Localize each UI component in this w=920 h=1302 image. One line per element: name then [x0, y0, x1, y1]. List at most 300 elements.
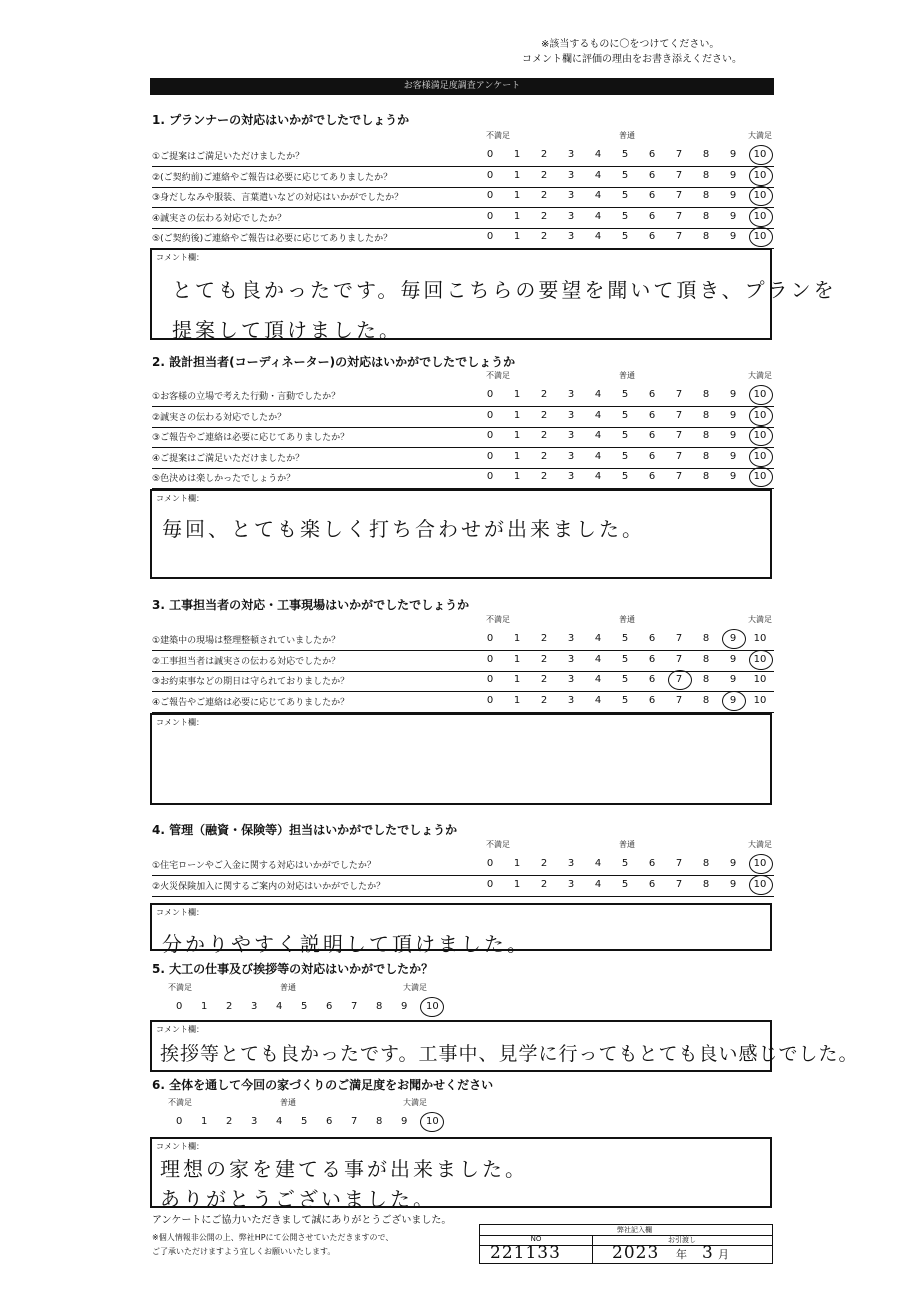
question-label: ②誠実さの伝わる対応でしたか？ [152, 412, 287, 423]
rating-option-1[interactable]: 1 [513, 858, 521, 869]
comment-label: コメント欄： [156, 718, 204, 727]
rating-option-10[interactable]: 10 [753, 210, 767, 222]
rating-option-1[interactable]: 1 [513, 210, 521, 222]
rating-option-8[interactable]: 8 [702, 633, 710, 644]
rating-option-3[interactable]: 3 [567, 878, 575, 890]
rating-option-4[interactable]: 4 [594, 409, 602, 421]
rating-option-6[interactable]: 6 [648, 389, 656, 400]
scale-mid-label: 普通 [280, 1098, 296, 1107]
rating-option-3[interactable]: 3 [567, 858, 575, 869]
rating-option-1[interactable]: 1 [513, 409, 521, 421]
rating-option-3[interactable]: 3 [567, 633, 575, 644]
question-row [152, 671, 774, 692]
selected-rating-circle [749, 145, 773, 165]
comment-label: コメント欄： [156, 494, 204, 503]
rating-option-2[interactable]: 2 [540, 674, 548, 685]
rating-option-5[interactable]: 5 [621, 430, 629, 441]
rating-option-4[interactable]: 4 [594, 694, 602, 706]
rating-option-10[interactable]: 10 [753, 430, 767, 441]
rating-option-4[interactable]: 4 [594, 633, 602, 644]
scale-low-label: 不満足 [486, 615, 510, 624]
rating-option-2[interactable]: 2 [540, 653, 548, 665]
rating-option-5[interactable]: 5 [621, 674, 629, 685]
rating-option-3[interactable]: 3 [567, 694, 575, 706]
rating-option-2[interactable]: 2 [540, 878, 548, 890]
rating-option-1[interactable]: 1 [513, 450, 521, 462]
handwritten-comment: 毎回、とても楽しく打ち合わせが出来ました。 [162, 517, 645, 541]
question-row [152, 187, 774, 208]
question-row [152, 427, 774, 448]
rating-option-5[interactable]: 5 [621, 633, 629, 644]
question-label: ⑤(ご契約後)ご連絡やご報告は必要に応じてありましたか？ [152, 234, 393, 244]
rating-option-8[interactable]: 8 [376, 1001, 383, 1012]
rating-option-10[interactable]: 10 [426, 1116, 439, 1127]
rating-option-6[interactable]: 6 [648, 633, 656, 644]
rating-option-7[interactable]: 7 [675, 674, 683, 685]
question-row [152, 692, 774, 713]
rating-option-8[interactable]: 8 [702, 450, 710, 462]
rating-option-7[interactable]: 7 [675, 231, 683, 242]
question-row [152, 630, 774, 651]
rating-option-9[interactable]: 9 [729, 149, 737, 160]
rating-option-5[interactable]: 5 [621, 231, 629, 242]
handover-year: 2023 [612, 1243, 660, 1263]
no-label: NO [480, 1235, 593, 1246]
rating-option-10[interactable]: 10 [753, 653, 767, 665]
section-title: 2. 設計担当者(コーディネーター)の対応はいかがでしたでしょうか [152, 355, 516, 369]
question-label: ④ご提案はご満足いただけましたか？ [152, 453, 305, 464]
question-row [152, 407, 774, 428]
rating-option-3[interactable]: 3 [567, 430, 575, 441]
selected-rating-circle [420, 1112, 444, 1132]
rating-option-0[interactable]: 0 [486, 858, 494, 869]
rating-option-6[interactable]: 6 [326, 1116, 333, 1127]
scale-low-label: 不満足 [486, 371, 510, 380]
selected-rating-circle [749, 227, 773, 247]
scale-mid-label: 普通 [619, 131, 635, 140]
handwritten-comment: 分かりやすく説明して頂けました。 [162, 932, 530, 956]
rating-option-7[interactable]: 7 [675, 169, 683, 181]
question-label: ④ご報告やご連絡は必要に応じてありましたか？ [152, 697, 350, 708]
rating-option-6[interactable]: 6 [648, 169, 656, 181]
rating-option-2[interactable]: 2 [540, 389, 548, 400]
rating-option-4[interactable]: 4 [594, 450, 602, 462]
rating-option-0[interactable]: 0 [486, 210, 494, 222]
rating-option-10[interactable]: 10 [753, 149, 767, 160]
rating-option-2[interactable]: 2 [540, 190, 548, 201]
rating-option-4[interactable]: 4 [594, 674, 602, 685]
question-row [152, 228, 774, 249]
rating-option-6[interactable]: 6 [648, 149, 656, 160]
rating-option-4[interactable]: 4 [594, 653, 602, 665]
rating-option-3[interactable]: 3 [251, 1001, 258, 1012]
rating-option-3[interactable]: 3 [567, 450, 575, 462]
rating-option-1[interactable]: 1 [513, 878, 521, 890]
selected-rating-circle [749, 447, 773, 467]
rating-option-1[interactable]: 1 [513, 169, 521, 181]
rating-option-4[interactable]: 4 [594, 878, 602, 890]
question-label: ③身だしなみや服装、言葉遣いなどの対応はいかがでしたか？ [152, 193, 404, 203]
rating-option-3[interactable]: 3 [567, 149, 575, 160]
rating-option-6[interactable]: 6 [326, 1001, 333, 1012]
rating-option-6[interactable]: 6 [648, 231, 656, 242]
rating-option-9[interactable]: 9 [401, 1001, 408, 1012]
rating-option-8[interactable]: 8 [702, 149, 710, 160]
handwritten-comment: 理想の家を建てる事が出来ました。 [160, 1157, 528, 1181]
rating-option-4[interactable]: 4 [594, 231, 602, 242]
handover-month: 3 [702, 1243, 716, 1263]
rating-option-6[interactable]: 6 [648, 430, 656, 441]
instruction-line-2: コメント欄に評価の理由をお書き添えください。 [522, 54, 742, 65]
comment-box[interactable] [150, 1137, 772, 1211]
rating-option-3[interactable]: 3 [251, 1116, 258, 1127]
question-label: ①建築中の現場は整理整頓されていましたか？ [152, 636, 341, 646]
scale-high-label: 大満足 [748, 840, 772, 849]
rating-option-10[interactable]: 10 [753, 471, 767, 482]
question-label: ③ご報告やご連絡は必要に応じてありましたか？ [152, 433, 350, 443]
comment-box[interactable] [150, 1020, 859, 1072]
selected-rating-circle [749, 385, 773, 405]
rating-option-8[interactable]: 8 [702, 409, 710, 421]
handwritten-comment: ありがとうございました。 [160, 1187, 436, 1211]
rating-option-2[interactable]: 2 [540, 409, 548, 421]
section-title: 4. 管理（融資・保険等）担当はいかがでしたでしょうか [152, 823, 458, 837]
selected-rating-circle [749, 875, 773, 895]
rating-option-9[interactable]: 9 [729, 633, 737, 644]
scale-low-label: 不満足 [486, 131, 510, 140]
scale-high-label: 大満足 [403, 983, 427, 992]
selected-rating-circle [749, 207, 773, 227]
section-title: 3. 工事担当者の対応・工事現場はいかがでしたでしょうか [152, 598, 470, 612]
scale-mid-label: 普通 [619, 371, 635, 380]
selected-rating-circle [749, 854, 773, 874]
rating-option-3[interactable]: 3 [567, 389, 575, 400]
rating-option-8[interactable]: 8 [702, 430, 710, 441]
question-row [152, 876, 774, 897]
rating-option-10[interactable]: 10 [753, 858, 767, 869]
rating-option-8[interactable]: 8 [702, 858, 710, 869]
rating-option-8[interactable]: 8 [702, 169, 710, 181]
rating-option-9[interactable]: 9 [729, 674, 737, 685]
handwritten-comment: 提案して頂けました。 [172, 318, 402, 342]
scale-mid-label: 普通 [619, 840, 635, 849]
handover-label: お引渡し [592, 1235, 772, 1246]
rating-option-8[interactable]: 8 [702, 471, 710, 482]
thanks-text: アンケートにご協力いただきまして誠にありがとうございました。 [152, 1215, 452, 1226]
comment-label: コメント欄： [156, 253, 204, 262]
rating-option-2[interactable]: 2 [540, 430, 548, 441]
selected-rating-circle [749, 406, 773, 426]
rating-option-7[interactable]: 7 [675, 409, 683, 421]
rating-option-4[interactable]: 4 [594, 858, 602, 869]
rating-option-10[interactable]: 10 [426, 1001, 439, 1012]
rating-option-7[interactable]: 7 [675, 878, 683, 890]
rating-option-0[interactable]: 0 [486, 231, 494, 242]
question-label: ②火災保険加入に関するご案内の対応はいかがでしたか？ [152, 881, 386, 892]
rating-option-1[interactable]: 1 [201, 1116, 208, 1127]
rating-option-0[interactable]: 0 [486, 430, 494, 441]
rating-option-5[interactable]: 5 [621, 878, 629, 890]
rating-option-4[interactable]: 4 [276, 1001, 283, 1012]
rating-option-2[interactable]: 2 [540, 231, 548, 242]
scale-low-label: 不満足 [168, 1098, 192, 1107]
rating-option-3[interactable]: 3 [567, 674, 575, 685]
rating-option-7[interactable]: 7 [675, 430, 683, 441]
rating-option-5[interactable]: 5 [301, 1116, 308, 1127]
rating-option-5[interactable]: 5 [621, 694, 629, 706]
rating-option-7[interactable]: 7 [675, 633, 683, 644]
rating-option-9[interactable]: 9 [729, 450, 737, 462]
rating-option-0[interactable]: 0 [486, 674, 494, 685]
selected-rating-circle [749, 186, 773, 206]
rating-option-3[interactable]: 3 [567, 409, 575, 421]
selected-rating-circle [722, 691, 746, 711]
rating-option-3[interactable]: 3 [567, 471, 575, 482]
rating-option-6[interactable]: 6 [648, 694, 656, 706]
rating-option-5[interactable]: 5 [621, 190, 629, 201]
rating-option-1[interactable]: 1 [513, 633, 521, 644]
question-label: ③お約束事などの期日は守られておりましたか？ [152, 677, 350, 687]
rating-option-2[interactable]: 2 [540, 210, 548, 222]
rating-option-2[interactable]: 2 [540, 471, 548, 482]
rating-option-7[interactable]: 7 [675, 210, 683, 222]
rating-option-1[interactable]: 1 [513, 190, 521, 201]
rating-option-8[interactable]: 8 [702, 694, 710, 706]
rating-option-0[interactable]: 0 [486, 653, 494, 665]
rating-option-5[interactable]: 5 [621, 471, 629, 482]
rating-option-0[interactable]: 0 [486, 169, 494, 181]
rating-option-6[interactable]: 6 [648, 674, 656, 685]
rating-option-0[interactable]: 0 [486, 694, 494, 706]
rating-option-2[interactable]: 2 [540, 450, 548, 462]
survey-title: お客様満足度調査アンケート [150, 78, 774, 95]
rating-option-5[interactable]: 5 [621, 653, 629, 665]
section-title: 1. プランナーの対応はいかがでしたでしょうか [152, 113, 410, 127]
rating-option-7[interactable]: 7 [675, 653, 683, 665]
privacy-note-2: ご了承いただけますよう宜しくお願いいたします。 [152, 1247, 336, 1256]
question-row [152, 855, 774, 876]
selected-rating-circle [722, 629, 746, 649]
rating-option-3[interactable]: 3 [567, 653, 575, 665]
question-row [152, 146, 774, 167]
rating-option-8[interactable]: 8 [702, 190, 710, 201]
handwritten-comment: とても良かったです。毎回こちらの要望を聞いて頂き、プランを [172, 278, 837, 302]
rating-option-2[interactable]: 2 [540, 694, 548, 706]
question-label: ②工事担当者は誠実さの伝わる対応でしたか？ [152, 656, 341, 667]
question-row [152, 468, 774, 489]
rating-option-9[interactable]: 9 [729, 878, 737, 890]
rating-option-7[interactable]: 7 [351, 1116, 358, 1127]
rating-option-5[interactable]: 5 [621, 409, 629, 421]
rating-option-4[interactable]: 4 [594, 430, 602, 441]
selected-rating-circle [749, 426, 773, 446]
rating-option-2[interactable]: 2 [540, 149, 548, 160]
rating-option-3[interactable]: 3 [567, 190, 575, 201]
rating-option-2[interactable]: 2 [540, 633, 548, 644]
selected-rating-circle [420, 997, 444, 1017]
rating-option-4[interactable]: 4 [594, 471, 602, 482]
rating-option-10[interactable]: 10 [753, 389, 767, 400]
office-use-table [479, 1224, 773, 1264]
rating-option-1[interactable]: 1 [513, 471, 521, 482]
rating-option-1[interactable]: 1 [513, 149, 521, 160]
rating-option-0[interactable]: 0 [486, 409, 494, 421]
rating-option-7[interactable]: 7 [675, 149, 683, 160]
rating-option-1[interactable]: 1 [201, 1001, 208, 1012]
rating-option-10[interactable]: 10 [753, 190, 767, 201]
rating-option-1[interactable]: 1 [513, 231, 521, 242]
rating-option-9[interactable]: 9 [729, 430, 737, 441]
rating-option-6[interactable]: 6 [648, 450, 656, 462]
rating-option-10[interactable]: 10 [753, 878, 767, 890]
rating-option-0[interactable]: 0 [486, 190, 494, 201]
rating-option-9[interactable]: 9 [729, 169, 737, 181]
rating-option-10[interactable]: 10 [753, 633, 767, 644]
rating-option-9[interactable]: 9 [729, 858, 737, 869]
rating-option-8[interactable]: 8 [702, 878, 710, 890]
rating-option-9[interactable]: 9 [729, 471, 737, 482]
comment-label: コメント欄： [156, 1025, 204, 1034]
rating-option-3[interactable]: 3 [567, 169, 575, 181]
rating-option-9[interactable]: 9 [729, 231, 737, 242]
rating-option-0[interactable]: 0 [486, 471, 494, 482]
rating-option-9[interactable]: 9 [401, 1116, 408, 1127]
rating-option-2[interactable]: 2 [540, 858, 548, 869]
rating-option-8[interactable]: 8 [702, 389, 710, 400]
question-label: ①ご提案はご満足いただけましたか？ [152, 152, 305, 162]
rating-option-2[interactable]: 2 [540, 169, 548, 181]
rating-option-6[interactable]: 6 [648, 471, 656, 482]
selected-rating-circle [749, 650, 773, 670]
rating-option-10[interactable]: 10 [753, 409, 767, 421]
handwritten-comment: 挨拶等とても良かったです。工事中、見学に行ってもとても良い感じでした。 [160, 1043, 859, 1065]
rating-option-8[interactable]: 8 [376, 1116, 383, 1127]
comment-box[interactable] [150, 489, 772, 579]
rating-option-1[interactable]: 1 [513, 694, 521, 706]
rating-option-8[interactable]: 8 [702, 231, 710, 242]
section-title: 6. 全体を通して今回の家づくりのご満足度をお聞かせください [152, 1078, 494, 1092]
comment-label: コメント欄： [156, 1142, 204, 1151]
scale-low-label: 不満足 [168, 983, 192, 992]
rating-option-10[interactable]: 10 [753, 450, 767, 462]
rating-option-6[interactable]: 6 [648, 210, 656, 222]
question-label: ②(ご契約前)ご連絡やご報告は必要に応じてありましたか？ [152, 172, 393, 183]
rating-option-0[interactable]: 0 [176, 1116, 183, 1127]
comment-box[interactable] [150, 248, 837, 342]
rating-option-9[interactable]: 9 [729, 694, 737, 706]
scale-high-label: 大満足 [748, 131, 772, 140]
survey-number: 221133 [490, 1243, 561, 1263]
rating-option-4[interactable]: 4 [276, 1116, 283, 1127]
question-label: ④誠実さの伝わる対応でしたか？ [152, 213, 287, 224]
rating-option-9[interactable]: 9 [729, 190, 737, 201]
question-label: ⑤色決めは楽しかったでしょうか？ [152, 474, 296, 484]
rating-option-2[interactable]: 2 [226, 1001, 233, 1012]
rating-option-1[interactable]: 1 [513, 430, 521, 441]
rating-option-3[interactable]: 3 [567, 231, 575, 242]
rating-option-5[interactable]: 5 [621, 169, 629, 181]
rating-option-4[interactable]: 4 [594, 169, 602, 181]
rating-option-0[interactable]: 0 [486, 149, 494, 160]
scale-high-label: 大満足 [748, 371, 772, 380]
rating-option-1[interactable]: 1 [513, 389, 521, 400]
rating-option-7[interactable]: 7 [675, 858, 683, 869]
rating-option-7[interactable]: 7 [675, 471, 683, 482]
rating-option-5[interactable]: 5 [621, 450, 629, 462]
rating-option-4[interactable]: 4 [594, 149, 602, 160]
office-use-header: 弊社記入欄 [617, 1226, 652, 1234]
rating-option-7[interactable]: 7 [675, 694, 683, 706]
rating-option-9[interactable]: 9 [729, 653, 737, 665]
selected-rating-circle [749, 166, 773, 186]
comment-box[interactable] [150, 903, 772, 956]
rating-option-0[interactable]: 0 [486, 633, 494, 644]
rating-option-9[interactable]: 9 [729, 409, 737, 421]
rating-option-7[interactable]: 7 [675, 389, 683, 400]
rating-option-8[interactable]: 8 [702, 210, 710, 222]
rating-option-7[interactable]: 7 [351, 1001, 358, 1012]
selected-rating-circle [668, 670, 692, 690]
instruction-line-1: ※該当するものに〇をつけてください。 [541, 39, 720, 50]
rating-option-5[interactable]: 5 [621, 149, 629, 160]
rating-option-0[interactable]: 0 [486, 878, 494, 890]
rating-option-0[interactable]: 0 [486, 450, 494, 462]
question-row [152, 208, 774, 229]
question-label: ①お客様の立場で考えた行動・言動でしたか？ [152, 392, 341, 402]
rating-option-8[interactable]: 8 [702, 653, 710, 665]
rating-option-6[interactable]: 6 [648, 878, 656, 890]
comment-box[interactable] [150, 713, 772, 805]
comment-label: コメント欄： [156, 908, 204, 917]
rating-option-7[interactable]: 7 [675, 190, 683, 201]
rating-option-6[interactable]: 6 [648, 653, 656, 665]
rating-option-4[interactable]: 4 [594, 389, 602, 400]
rating-option-0[interactable]: 0 [176, 1001, 183, 1012]
rating-option-6[interactable]: 6 [648, 190, 656, 201]
rating-option-5[interactable]: 5 [621, 389, 629, 400]
scale-high-label: 大満足 [748, 615, 772, 624]
rating-option-1[interactable]: 1 [513, 653, 521, 665]
rating-option-6[interactable]: 6 [648, 409, 656, 421]
rating-option-5[interactable]: 5 [621, 210, 629, 222]
rating-option-10[interactable]: 10 [753, 169, 767, 181]
question-row [152, 651, 774, 672]
rating-option-5[interactable]: 5 [621, 858, 629, 869]
question-row [152, 448, 774, 469]
rating-option-10[interactable]: 10 [753, 231, 767, 242]
rating-option-3[interactable]: 3 [567, 210, 575, 222]
rating-option-10[interactable]: 10 [753, 694, 767, 706]
rating-option-7[interactable]: 7 [675, 450, 683, 462]
year-unit: 年 [676, 1248, 687, 1261]
rating-option-10[interactable]: 10 [753, 674, 767, 685]
rating-option-4[interactable]: 4 [594, 210, 602, 222]
section-title: 5. 大工の仕事及び挨拶等の対応はいかがでしたか？ [152, 962, 434, 976]
rating-option-9[interactable]: 9 [729, 389, 737, 400]
rating-option-5[interactable]: 5 [301, 1001, 308, 1012]
rating-option-4[interactable]: 4 [594, 190, 602, 201]
rating-option-6[interactable]: 6 [648, 858, 656, 869]
question-row [152, 386, 774, 407]
rating-option-2[interactable]: 2 [226, 1116, 233, 1127]
rating-option-0[interactable]: 0 [486, 389, 494, 400]
rating-option-9[interactable]: 9 [729, 210, 737, 222]
rating-option-1[interactable]: 1 [513, 674, 521, 685]
rating-option-8[interactable]: 8 [702, 674, 710, 685]
scale-mid-label: 普通 [619, 615, 635, 624]
month-unit: 月 [718, 1248, 729, 1261]
scale-mid-label: 普通 [280, 983, 296, 992]
